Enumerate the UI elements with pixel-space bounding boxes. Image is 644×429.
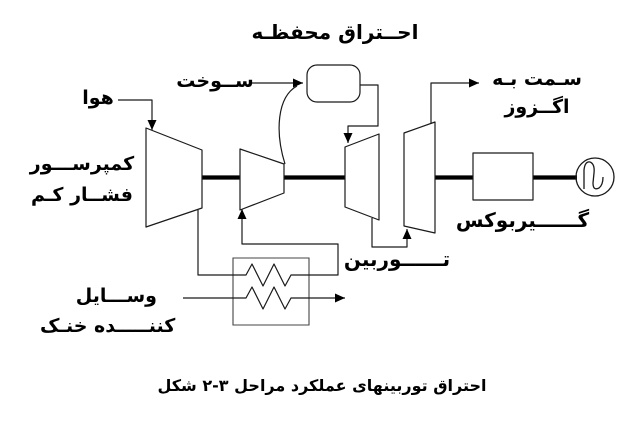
turbine-to-turbine-line <box>372 218 407 247</box>
figure-caption: شکل ۲-۳ مراحل عملکرد توربینهای احتراق <box>157 376 487 395</box>
diagram-title: محفظـه احــتراق <box>251 20 419 44</box>
exhaust-flow-line <box>431 83 479 124</box>
exhaust-label-line2: اگــزوز <box>504 96 570 118</box>
cooling-label-line2: خنـک کننـــــده <box>40 315 176 337</box>
turbine-label: تــــــوربین <box>343 247 451 271</box>
power-turbine-shape <box>404 122 435 233</box>
lp-compressor-label <box>22 149 142 211</box>
heat-exchanger-shape <box>233 258 309 325</box>
generator-shape <box>576 158 614 196</box>
cooling-flow-line <box>183 287 345 309</box>
hp-turbine-shape <box>345 134 379 220</box>
combustion-chamber-shape <box>307 65 360 102</box>
lp-compressor-shape <box>146 128 202 227</box>
exhaust-label <box>487 65 587 121</box>
lp-compressor-label-line1: کمپرســـور <box>29 153 135 175</box>
fuel-label: ســوخت <box>176 70 254 92</box>
compressor-to-chamber-line <box>279 86 297 164</box>
hp-compressor-shape <box>240 149 284 210</box>
gearbox-shape <box>473 153 533 200</box>
intercooler-loop-line <box>198 209 338 286</box>
gearbox-label: گــــــیربوکس <box>455 208 590 232</box>
lp-compressor-label-line2: کـم فشــار <box>31 184 133 206</box>
cooling-label <box>40 281 176 341</box>
exhaust-label-line1: بـه سـمت <box>492 68 582 90</box>
air-label: هوا <box>82 87 114 109</box>
generator-sine-icon <box>584 162 603 189</box>
cooling-label-line1: وســـایل <box>75 285 157 307</box>
